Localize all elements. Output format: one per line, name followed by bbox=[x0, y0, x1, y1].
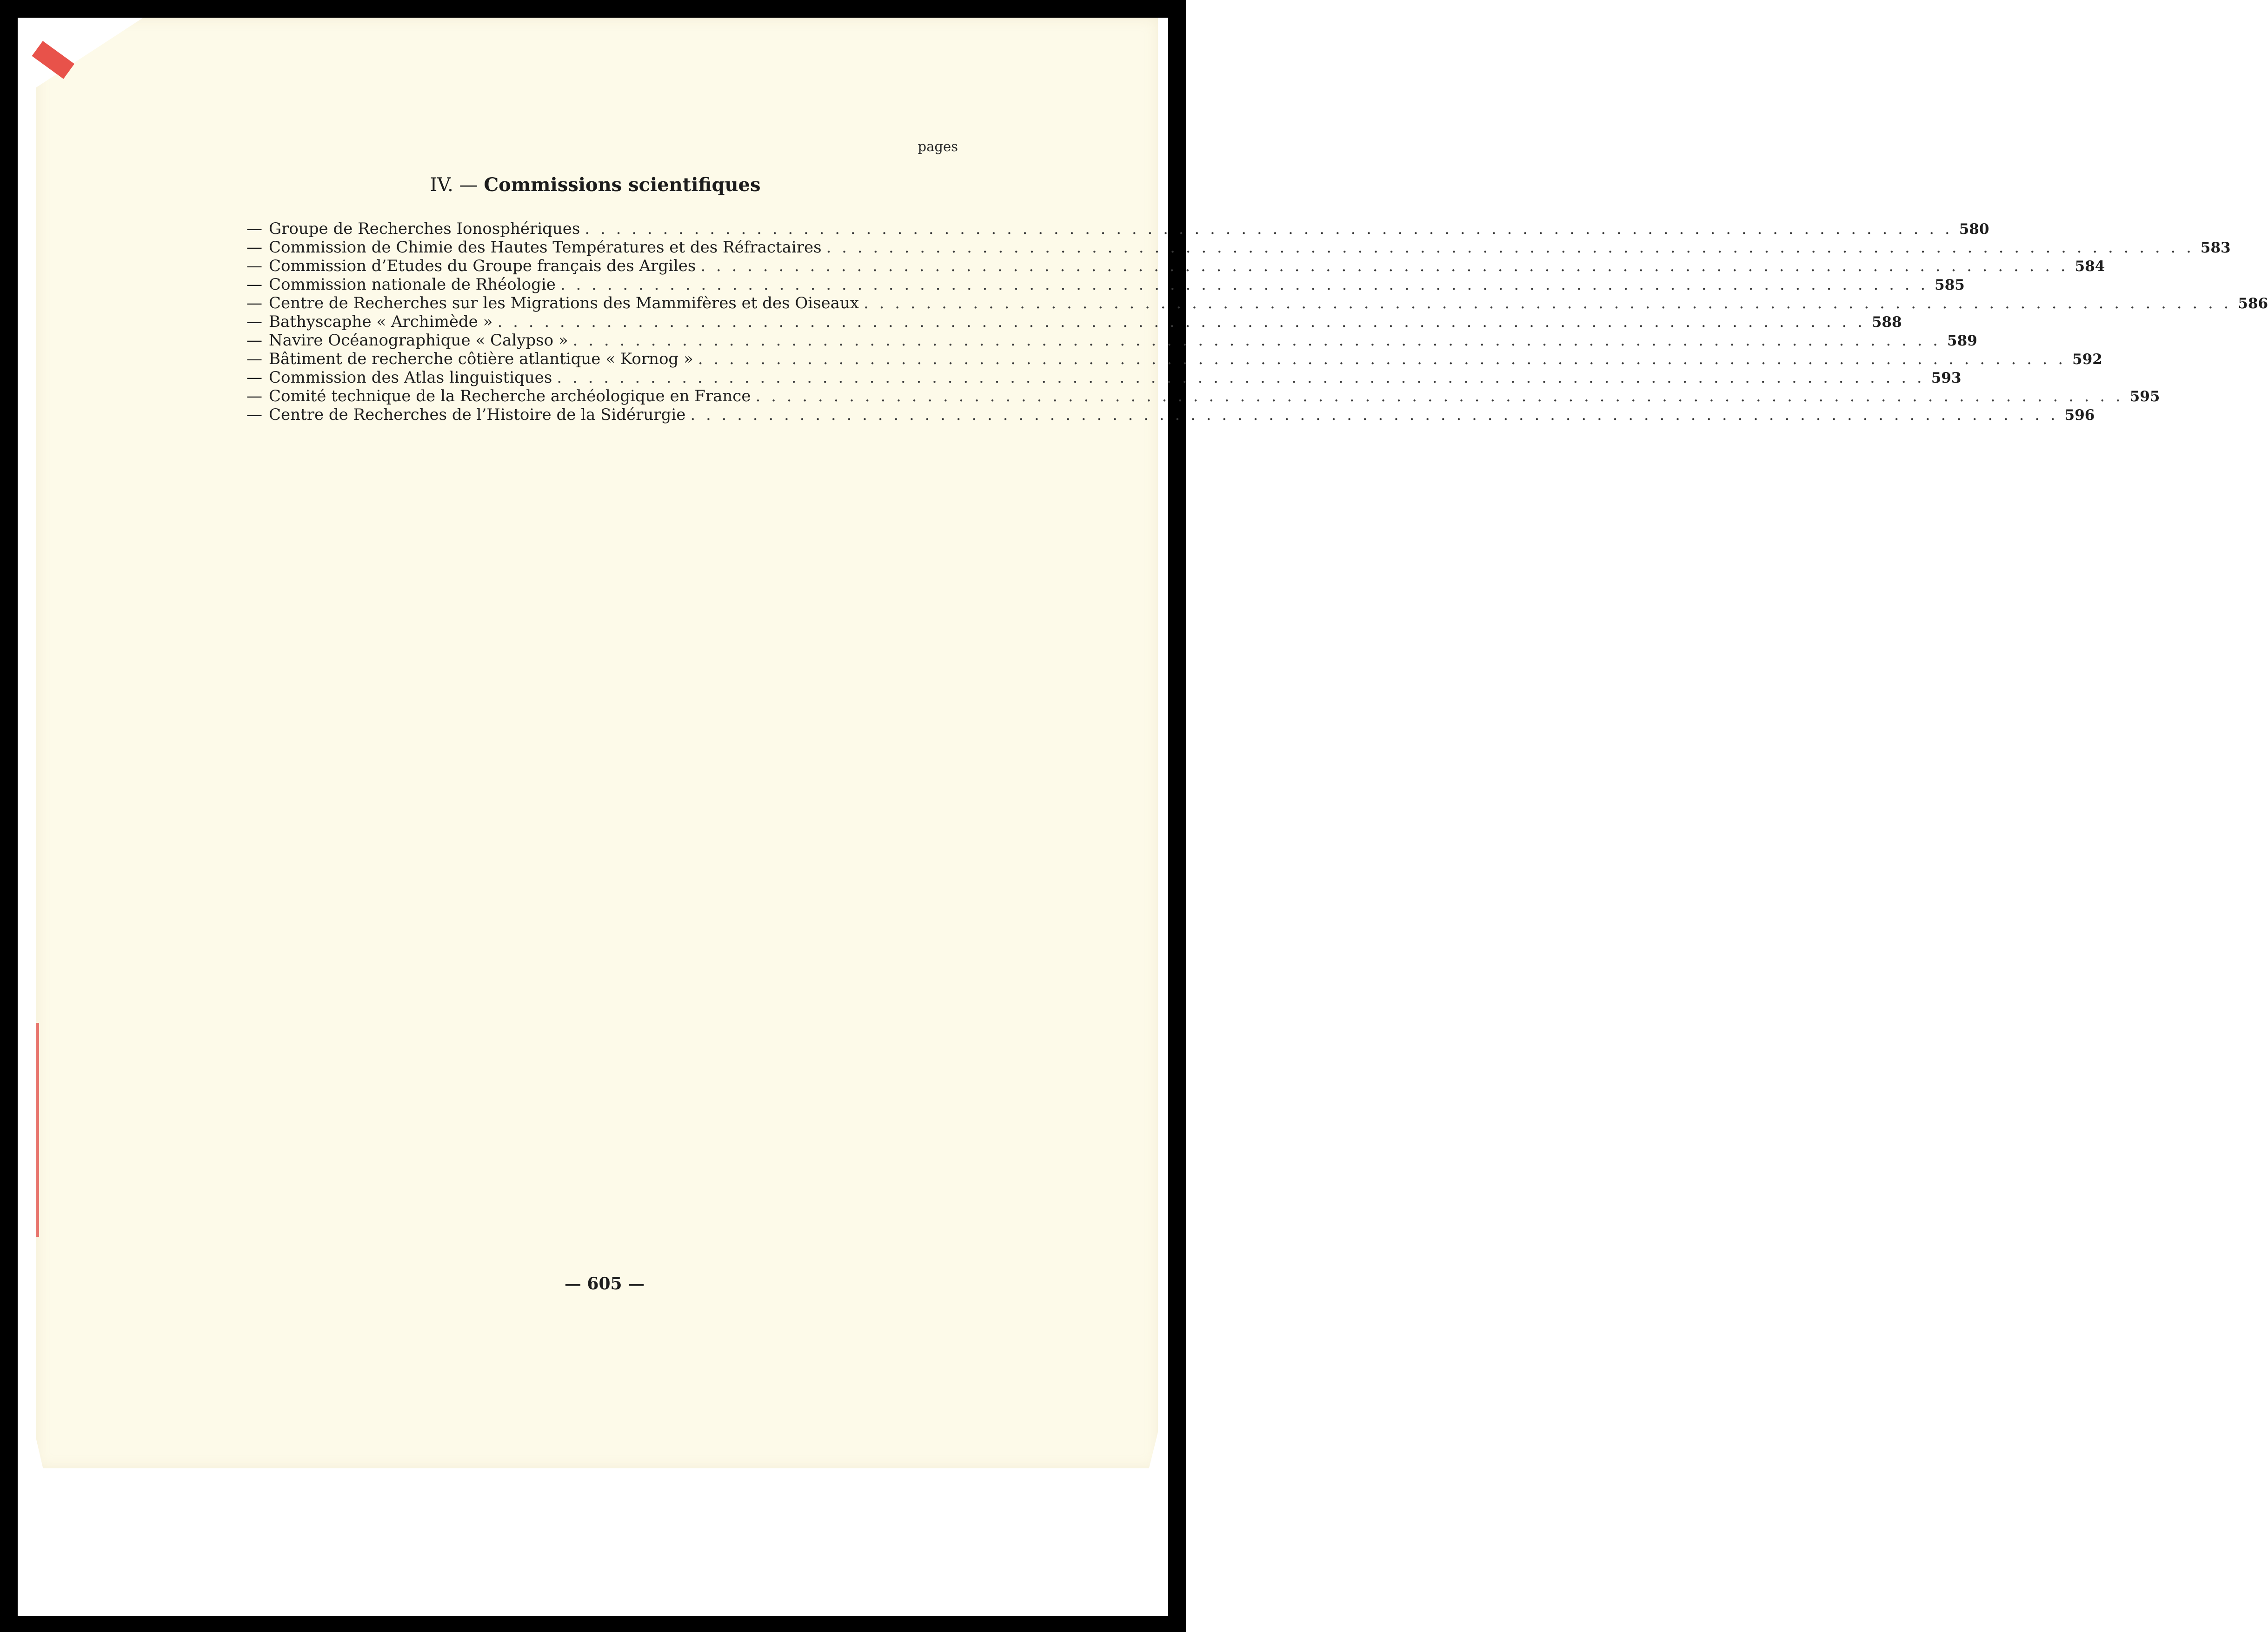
scan-border-left bbox=[0, 0, 18, 1632]
toc-leader-dots: . . . . . . . . . . . . . . . . . . . . . . . . . . . . . . . . . . . . . . . . . . . . . . . . . . . . . . . . . . . . . . . . . . . . . . . . . . . . . . . . . . . . . . . . bbox=[557, 368, 1925, 387]
toc-entry-page: 593 bbox=[1931, 370, 1962, 386]
toc-leader-dots: . . . . . . . . . . . . . . . . . . . . . . . . . . . . . . . . . . . . . . . . . . . . . . . . . . . . . . . . . . . . . . . . . . . . . . . . . . . . . . . . . . . . . . . . bbox=[497, 312, 1865, 331]
toc-entry bbox=[246, 312, 1902, 331]
toc-entry-page: 592 bbox=[2072, 351, 2102, 368]
pages-column-label: pages bbox=[918, 139, 958, 154]
toc-leader-dots: . . . . . . . . . . . . . . . . . . . . . . . . . . . . . . . . . . . . . . . . . . . . . . . . . . . . . . . . . . . . . . . . . . . . . . . . . . . . . . . . . . . . . . . . bbox=[864, 294, 2232, 312]
page-number: — 605 — bbox=[564, 1274, 645, 1294]
table-of-contents bbox=[246, 219, 2268, 424]
section-number: IV. — bbox=[430, 174, 478, 196]
toc-entry-dash: — bbox=[246, 387, 262, 405]
toc-entry-dash: — bbox=[246, 294, 262, 312]
toc-entry-page: 586 bbox=[2238, 295, 2268, 312]
toc-entry-page: 589 bbox=[1947, 332, 1977, 349]
toc-entry-dash: — bbox=[246, 331, 262, 350]
section-title: Commissions scientifiques bbox=[484, 174, 761, 196]
toc-entry bbox=[246, 238, 2231, 257]
toc-entry-dash: — bbox=[246, 275, 262, 294]
toc-leader-dots: . . . . . . . . . . . . . . . . . . . . . . . . . . . . . . . . . . . . . . . . . . . . . . . . . . . . . . . . . . . . . . . . . . . . . . . . . . . . . . . . . . . . . . . . bbox=[700, 257, 2068, 275]
toc-leader-dots: . . . . . . . . . . . . . . . . . . . . . . . . . . . . . . . . . . . . . . . . . . . . . . . . . . . . . . . . . . . . . . . . . . . . . . . . . . . . . . . . . . . . . . . . bbox=[585, 219, 1953, 238]
toc-entry bbox=[246, 350, 2102, 368]
toc-entry bbox=[246, 257, 2105, 275]
toc-entry-page: 583 bbox=[2200, 239, 2231, 256]
toc-entry-title: Commission d’Etudes du Groupe français des Argiles bbox=[269, 257, 696, 275]
toc-leader-dots: . . . . . . . . . . . . . . . . . . . . . . . . . . . . . . . . . . . . . . . . . . . . . . . . . . . . . . . . . . . . . . . . . . . . . . . . . . . . . . . . . . . . . . . . bbox=[572, 331, 1941, 350]
toc-entry bbox=[246, 275, 1965, 294]
toc-entry bbox=[246, 331, 1977, 350]
toc-leader-dots: . . . . . . . . . . . . . . . . . . . . . . . . . . . . . . . . . . . . . . . . . . . . . . . . . . . . . . . . . . . . . . . . . . . . . . . . . . . . . . . . . . . . . . . . bbox=[698, 350, 2066, 368]
toc-entry-dash: — bbox=[246, 312, 262, 331]
toc-leader-dots: . . . . . . . . . . . . . . . . . . . . . . . . . . . . . . . . . . . . . . . . . . . . . . . . . . . . . . . . . . . . . . . . . . . . . . . . . . . . . . . . . . . . . . . . bbox=[690, 405, 2058, 424]
toc-entry bbox=[246, 387, 2160, 405]
toc-entry-dash: — bbox=[246, 405, 262, 424]
toc-entry bbox=[246, 368, 1962, 387]
toc-entry bbox=[246, 405, 2095, 424]
toc-entry-title: Centre de Recherches de l’Histoire de la Sidérurgie bbox=[269, 405, 686, 424]
toc-entry-dash: — bbox=[246, 238, 262, 257]
red-edge-mark bbox=[36, 1023, 39, 1237]
toc-entry-title: Groupe de Recherches Ionosphériques bbox=[269, 219, 580, 238]
scan-border-top bbox=[0, 0, 1186, 18]
toc-leader-dots: . . . . . . . . . . . . . . . . . . . . . . . . . . . . . . . . . . . . . . . . . . . . . . . . . . . . . . . . . . . . . . . . . . . . . . . . . . . . . . . . . . . . . . . . bbox=[755, 387, 2123, 405]
toc-entry-dash: — bbox=[246, 257, 262, 275]
section-heading bbox=[233, 174, 958, 196]
toc-entry-title: Bâtiment de recherche côtière atlantique « Kornog » bbox=[269, 350, 693, 368]
toc-entry-title: Commission des Atlas linguistiques bbox=[269, 368, 552, 387]
toc-entry-title: Commission de Chimie des Hautes Températures et des Réfractaires bbox=[269, 238, 822, 257]
toc-entry-title: Centre de Recherches sur les Migrations des Mammifères et des Oiseaux bbox=[269, 294, 859, 312]
toc-entry-page: 596 bbox=[2064, 407, 2095, 424]
toc-leader-dots: . . . . . . . . . . . . . . . . . . . . . . . . . . . . . . . . . . . . . . . . . . . . . . . . . . . . . . . . . . . . . . . . . . . . . . . . . . . . . . . . . . . . . . . . bbox=[560, 275, 1929, 294]
toc-entry-dash: — bbox=[246, 350, 262, 368]
toc-entry bbox=[246, 219, 1989, 238]
scan-border-bottom bbox=[0, 1616, 1186, 1632]
toc-entry-title: Commission nationale de Rhéologie bbox=[269, 275, 556, 294]
toc-entry-page: 585 bbox=[1935, 277, 1965, 293]
toc-leader-dots: . . . . . . . . . . . . . . . . . . . . . . . . . . . . . . . . . . . . . . . . . . . . . . . . . . . . . . . . . . . . . . . . . . . . . . . . . . . . . . . . . . . . . . . . bbox=[826, 238, 2194, 257]
toc-entry bbox=[246, 294, 2268, 312]
toc-entry-title: Bathyscaphe « Archimède » bbox=[269, 312, 493, 331]
toc-entry-page: 580 bbox=[1959, 221, 1989, 238]
toc-entry-dash: — bbox=[246, 219, 262, 238]
toc-entry-title: Navire Océanographique « Calypso » bbox=[269, 331, 568, 350]
toc-entry-page: 588 bbox=[1871, 314, 1902, 331]
toc-entry-title: Comité technique de la Recherche archéologique en France bbox=[269, 387, 751, 405]
toc-entry-page: 595 bbox=[2129, 388, 2160, 405]
toc-entry-page: 584 bbox=[2075, 258, 2105, 275]
toc-entry-dash: — bbox=[246, 368, 262, 387]
